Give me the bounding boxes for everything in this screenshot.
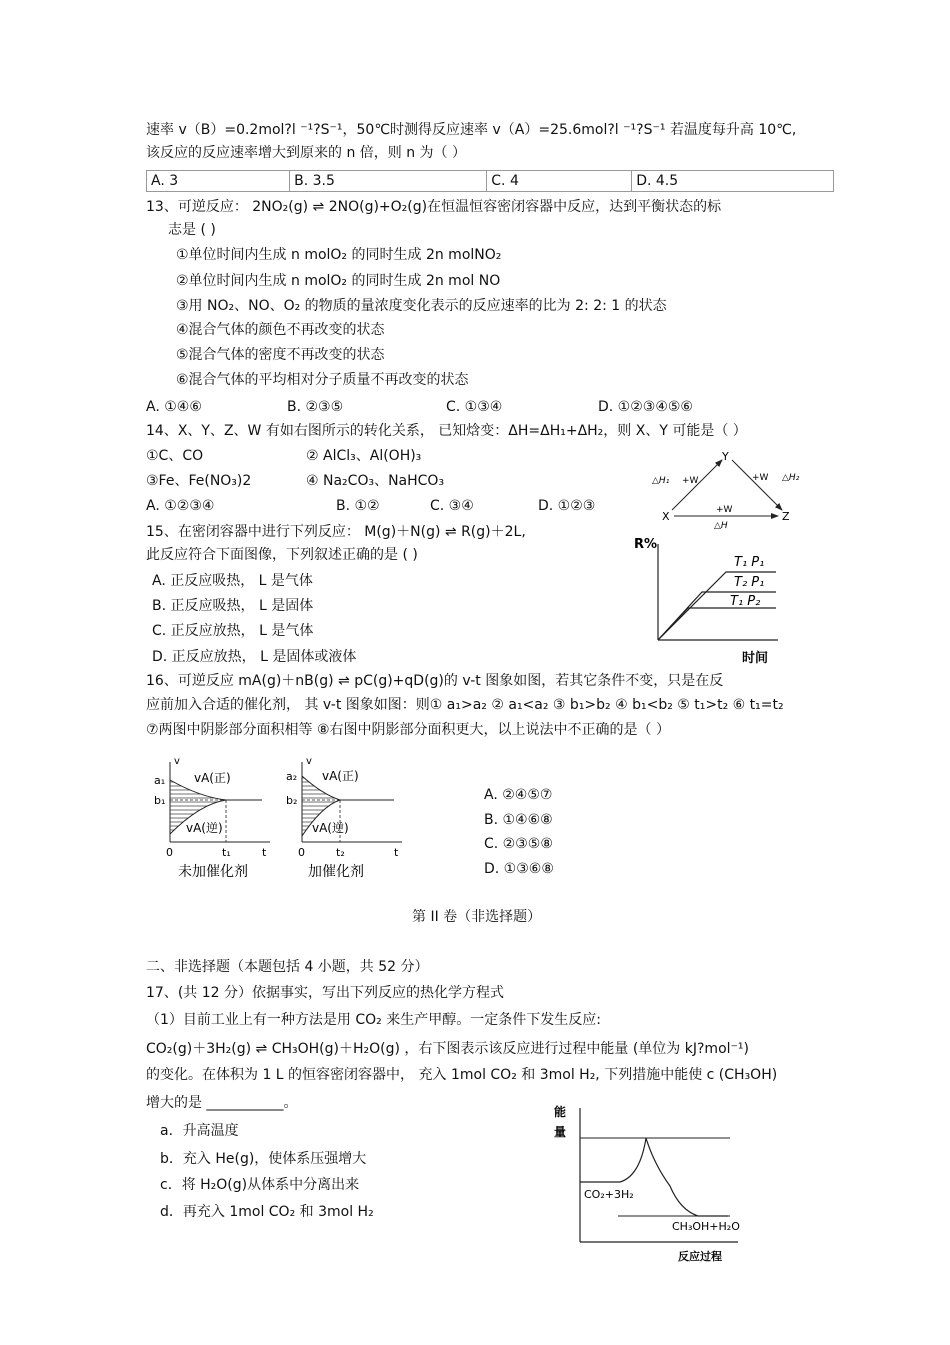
label-dh: △H [714,521,728,531]
q17-line3: 的变化。在体积为 1 L 的恒容密闭容器中， 充入 1mol CO₂ 和 3mol H₂, 下列措施中能使 c (CH₃OH) [146,1067,778,1083]
label-t1p2: T₁ P₂ [730,594,761,609]
q15-option-d: D. 正反应放热， L 是固体或液体 [152,649,357,665]
xlabel: 反应过程 [678,1250,722,1263]
q17-option-b: b．充入 He(g)，使体系压强增大 [160,1151,367,1167]
q16-graph-right [282,752,407,882]
q12-options [146,170,834,192]
q16-stem-cont2: ⑦两图中阴影部分面积相等 ⑧右图中阴影部分面积更大，以上说法中不正确的是（ ） [146,722,670,738]
label-forward-rate: vA(正) [194,771,231,785]
q14-option-b: B. ①② [336,498,380,514]
part2-title: 第 II 卷（非选择题） [412,909,542,925]
label-dh2: △H₂ [782,473,800,483]
label-origin: 0 [298,846,305,859]
q15-stem: 15、在密闭容器中进行下列反应： M(g)＋N(g) ⇌ R(g)＋2L, [146,524,526,540]
label-origin: 0 [166,846,173,859]
q14-pair-4: ④ Na₂CO₃、NaHCO₃ [306,473,445,489]
q12-option-c: C. 4 [487,171,632,192]
q12-line2: 该反应的反应速率增大到原来的 n 倍，则 n 为（ ） [146,145,466,161]
axis-v: v [174,756,180,767]
q16-stem: 16、可逆反应 mA(g)＋nB(g) ⇌ pC(g)+qD(g)的 v-t 图象如图，若其它条件不变，只是在反 [146,673,724,689]
q16-graph-left [150,752,275,882]
axis-t: t [262,846,267,859]
q17-option-d: d．再充入 1mol CO₂ 和 3mol H₂ [160,1204,374,1220]
label-t2p1: T₂ P₁ [734,575,765,590]
q17-equation: CO₂(g)＋3H₂(g) ⇌ CH₃OH(g)＋H₂O(g) ，右下图表示该反应进行过程中能量 (单位为 kJ?mol⁻¹) [146,1041,749,1057]
q13-option-a: A. ①④⑥ [146,399,202,415]
q13-item-1: ①单位时间内生成 n molO₂ 的同时生成 2n molNO₂ [176,247,502,263]
node-x: X [662,510,670,523]
q17-stem: 17、(共 12 分）依据事实，写出下列反应的热化学方程式 [146,985,504,1001]
label-dh1: △H₁ [652,476,670,486]
label-reverse-rate: vA(逆) [312,821,349,835]
label-products: CH₃OH+H₂O [672,1220,740,1233]
q15-option-c: C. 正反应放热， L 是气体 [152,623,314,639]
q12-option-b: B. 3.5 [290,171,487,192]
section-heading: 二、非选择题（本题包括 4 小题，共 52 分） [146,959,429,975]
axis-t: t [394,846,399,859]
q15-xlabel: 时间 [742,651,769,666]
q16-stem-cont: 应前加入合适的催化剂， 其 v-t 图象如图：则① a₁>a₂ ② a₁<a₂ ③ b₁>b₂ ④ b₁<b₂ ⑤ t₁>t₂ ⑥ t₁=t₂ [146,697,784,713]
q16-option-d: D. ①③⑥⑧ [484,861,554,877]
q16-option-c: C. ②③⑤⑧ [484,836,553,852]
q14-pair-2: ② AlCl₃、Al(OH)₃ [306,448,422,464]
q12-option-d: D. 4.5 [632,171,834,192]
q14-option-a: A. ①②③④ [146,498,215,514]
axis-v: v [306,756,312,767]
q13-item-2: ②单位时间内生成 n molO₂ 的同时生成 2n mol NO [176,273,501,289]
q14-stem: 14、X、Y、Z、W 有如右图所示的转化关系， 已知焓变：ΔH=ΔH₁+ΔH₂，则 X、Y 可能是（ ） [146,423,747,439]
q13-item-5: ⑤混合气体的密度不再改变的状态 [176,347,385,363]
ylabel-char2: 量 [554,1125,567,1139]
q13-stem: 13、可逆反应： 2NO₂(g) ⇌ 2NO(g)+O₂(g)在恒温恒容密闭容器中反应，达到平衡状态的标 [146,199,722,215]
curve-t1p2 [658,608,776,640]
q15-option-a: A. 正反应吸热， L 是气体 [152,573,313,589]
q15-graph [630,528,790,668]
label-reverse-rate: vA(逆) [186,821,223,835]
q13-item-6: ⑥混合气体的平均相对分子质量不再改变的状态 [176,372,469,388]
caption-with-catalyst: 加催化剂 [308,864,364,880]
label-w-left: +W [682,476,699,486]
q13-item-3: ③用 NO₂、NO、O₂ 的物质的量浓度变化表示的反应速率的比为 2: 2: 1 的状态 [176,298,667,314]
label-forward-rate: vA(正) [322,769,359,783]
q14-pair-3: ③Fe、Fe(NO₃)2 [146,473,252,489]
q16-option-a: A. ②④⑤⑦ [484,787,553,803]
q15-option-b: B. 正反应吸热， L 是固体 [152,598,314,614]
q15-stem-cont: 此反应符合下面图像，下列叙述正确的是 ( ) [146,547,418,563]
q14-option-c: C. ③④ [430,498,474,514]
q13-option-b: B. ②③⑤ [287,399,344,415]
q13-option-d: D. ①②③④⑤⑥ [598,399,693,415]
q17-option-c: c．将 H₂O(g)从体系中分离出来 [160,1177,360,1193]
q14-pair-1: ①C、CO [146,448,204,464]
node-y: Y [722,450,729,463]
q17-line4: 增大的是 ___________。 [146,1095,298,1111]
label-a2: a₂ [286,770,298,783]
q15-ylabel: R% [634,537,658,552]
ylabel-char1: 能 [554,1105,567,1119]
label-b1: b₁ [154,794,166,807]
label-t1p1: T₁ P₁ [734,555,765,570]
q13-option-c: C. ①③④ [446,399,503,415]
label-w-bottom: +W [716,505,733,515]
q17-sub1: （1）目前工业上有一种方法是用 CO₂ 来生产甲醇。一定条件下发生反应: [146,1012,601,1028]
caption-no-catalyst: 未加催化剂 [178,864,248,880]
q12-line1: 速率 v（B）=0.2mol?l ⁻¹?S⁻¹，50℃时测得反应速率 v（A）=25.6mol?l ⁻¹?S⁻¹ 若温度每升高 10℃, [146,122,797,138]
q16-option-b: B. ①④⑥⑧ [484,812,553,828]
label-t1: t₁ [222,846,231,859]
q13-item-4: ④混合气体的颜色不再改变的状态 [176,322,385,338]
q13-stem-cont: 志是 ( ) [168,222,216,238]
label-b2: b₂ [286,794,298,807]
q14-option-d: D. ①②③ [538,498,596,514]
label-t2: t₂ [336,846,345,859]
q17-energy-graph [548,1100,748,1268]
label-a1: a₁ [154,774,166,787]
node-z: Z [782,510,790,523]
q17-option-a: a．升高温度 [160,1123,239,1139]
q12-option-a: A. 3 [147,171,290,192]
q14-transform-diagram [640,448,820,533]
label-w-right: +W [752,473,769,483]
label-reactants: CO₂+3H₂ [584,1188,634,1201]
